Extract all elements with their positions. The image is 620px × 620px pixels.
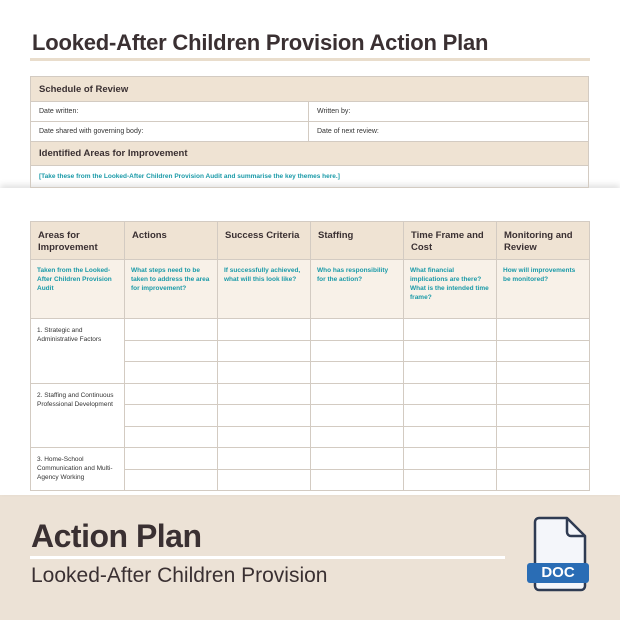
table-cell[interactable] bbox=[218, 362, 311, 384]
schedule-heading: Schedule of Review bbox=[31, 77, 589, 102]
schedule-of-review-table bbox=[30, 76, 589, 188]
table-cell[interactable] bbox=[404, 362, 497, 384]
table-cell[interactable] bbox=[404, 319, 497, 341]
table-cell[interactable] bbox=[497, 469, 590, 491]
table-cell[interactable] bbox=[125, 469, 218, 491]
table-cell[interactable] bbox=[497, 362, 590, 384]
table-cell[interactable] bbox=[497, 426, 590, 448]
date-shared-field[interactable]: Date shared with governing body: bbox=[31, 122, 309, 142]
column-header-staffing: Staffing bbox=[311, 222, 404, 260]
column-header-monitoring: Monitoring and Review bbox=[497, 222, 590, 260]
written-by-field[interactable]: Written by: bbox=[309, 102, 589, 122]
improvement-heading: Identified Areas for Improvement bbox=[31, 142, 589, 166]
table-cell[interactable] bbox=[125, 405, 218, 427]
table-cell[interactable] bbox=[218, 448, 311, 470]
table-cell[interactable] bbox=[311, 383, 404, 405]
column-header-areas: Areas for Improvement bbox=[31, 222, 125, 260]
date-written-field[interactable]: Date written: bbox=[31, 102, 309, 122]
table-cell[interactable] bbox=[311, 448, 404, 470]
table-cell[interactable] bbox=[404, 469, 497, 491]
column-header-timeframe: Time Frame and Cost bbox=[404, 222, 497, 260]
column-header-success: Success Criteria bbox=[218, 222, 311, 260]
next-review-field[interactable]: Date of next review: bbox=[309, 122, 589, 142]
improvement-note[interactable]: [Take these from the Looked-After Children Provision Audit and summarise the key themes here.] bbox=[31, 166, 589, 188]
table-cell[interactable] bbox=[311, 426, 404, 448]
banner-title: Action Plan bbox=[31, 518, 202, 554]
guide-timeframe: What financial implications are there? What is the intended time frame? bbox=[404, 260, 497, 319]
document-title: Looked-After Children Provision Action Plan bbox=[32, 30, 489, 55]
table-cell[interactable] bbox=[218, 319, 311, 341]
table-cell[interactable] bbox=[311, 319, 404, 341]
table-cell[interactable] bbox=[125, 448, 218, 470]
area-staffing: 2. Staffing and Continuous Professional Development bbox=[31, 383, 125, 448]
table-cell[interactable] bbox=[404, 340, 497, 362]
table-cell[interactable] bbox=[125, 319, 218, 341]
table-cell[interactable] bbox=[497, 405, 590, 427]
table-cell[interactable] bbox=[218, 405, 311, 427]
table-cell[interactable] bbox=[125, 362, 218, 384]
table-cell[interactable] bbox=[218, 469, 311, 491]
table-cell[interactable] bbox=[218, 340, 311, 362]
banner-divider bbox=[30, 556, 505, 559]
table-cell[interactable] bbox=[311, 469, 404, 491]
title-underline bbox=[30, 58, 590, 61]
table-cell[interactable] bbox=[404, 383, 497, 405]
table-cell[interactable] bbox=[218, 426, 311, 448]
table-cell[interactable] bbox=[125, 340, 218, 362]
action-plan-table bbox=[30, 221, 590, 491]
doc-file-type-label: DOC bbox=[527, 563, 589, 583]
guide-actions: What steps need to be taken to address the area for improvement? bbox=[125, 260, 218, 319]
table-cell[interactable] bbox=[311, 362, 404, 384]
area-communication: 3. Home-School Communication and Multi-Agency Working bbox=[31, 448, 125, 491]
table-cell[interactable] bbox=[125, 383, 218, 405]
guide-areas: Taken from the Looked-After Children Provision Audit bbox=[31, 260, 125, 319]
table-cell[interactable] bbox=[404, 405, 497, 427]
guide-success: If successfully achieved, what will this look like? bbox=[218, 260, 311, 319]
table-cell[interactable] bbox=[311, 405, 404, 427]
table-cell[interactable] bbox=[497, 383, 590, 405]
table-cell[interactable] bbox=[497, 448, 590, 470]
table-cell[interactable] bbox=[404, 448, 497, 470]
banner-subtitle: Looked-After Children Provision bbox=[31, 564, 328, 587]
guide-monitoring: How will improvements be monitored? bbox=[497, 260, 590, 319]
table-cell[interactable] bbox=[311, 340, 404, 362]
table-cell[interactable] bbox=[497, 340, 590, 362]
column-header-actions: Actions bbox=[125, 222, 218, 260]
area-strategic: 1. Strategic and Administrative Factors bbox=[31, 319, 125, 384]
table-cell[interactable] bbox=[404, 426, 497, 448]
table-cell[interactable] bbox=[125, 426, 218, 448]
guide-staffing: Who has responsibility for the action? bbox=[311, 260, 404, 319]
table-cell[interactable] bbox=[218, 383, 311, 405]
table-cell[interactable] bbox=[497, 319, 590, 341]
